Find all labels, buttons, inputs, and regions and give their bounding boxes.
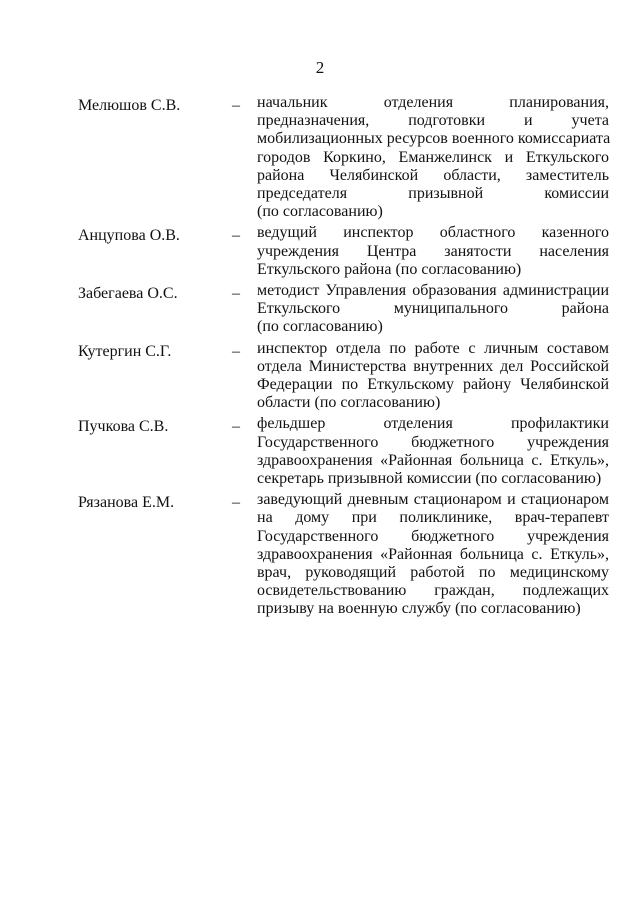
member-position-line: (по согласованию) <box>257 318 383 336</box>
member-position-line: секретарь призывной комиссии (по согласованию) <box>257 470 602 488</box>
member-position-line: Еткульского района (по согласованию) <box>257 260 522 278</box>
member-position <box>257 415 609 488</box>
member-position-line: Федерации по Еткульскому району Челябинской <box>257 376 609 394</box>
member-entry <box>0 415 640 488</box>
member-position <box>257 224 609 279</box>
member-name: Мелюшов С.В. <box>78 97 181 114</box>
member-entry <box>0 282 640 337</box>
member-position-line: учреждения Центра занятости населения <box>257 242 609 260</box>
commission-members-list <box>0 94 640 619</box>
member-dash: – <box>232 285 240 303</box>
member-position-line: здравоохранения «Районная больница с. Еткуль», <box>257 545 609 563</box>
member-name: Анцупова О.В. <box>78 227 180 245</box>
member-entry <box>0 224 640 279</box>
member-position-line: начальник отделения планирования, <box>257 94 609 111</box>
member-position-line: предназначения, подготовки и учета <box>257 112 609 130</box>
member-entry <box>0 94 640 221</box>
member-position-line: Государственного бюджетного учреждения <box>257 527 609 545</box>
member-name: Забегаева О.С. <box>78 285 178 303</box>
member-position-line: (по согласованию) <box>257 203 383 221</box>
member-name: Кутергин С.Г. <box>78 342 172 360</box>
member-position <box>257 491 609 618</box>
member-position-line: инспектор отдела по работе с личным составом <box>257 339 609 357</box>
member-position-line: фельдшер отделения профилактики <box>257 415 609 433</box>
member-dash: – <box>232 418 240 436</box>
member-position-line: области (по согласованию) <box>257 394 441 412</box>
member-entry <box>0 491 640 618</box>
page-number: 2 <box>315 58 325 77</box>
member-position-line: Еткульского муниципального района <box>257 300 609 318</box>
member-position-line: призыву на военную службу (по согласованию) <box>257 600 581 618</box>
member-position-line: Государственного бюджетного учреждения <box>257 433 609 451</box>
member-name: Пучкова С.В. <box>78 418 169 436</box>
member-position-line: председателя призывной комиссии <box>257 185 609 203</box>
member-position-line: ведущий инспектор областного казенного <box>257 224 609 242</box>
member-position-line: методист Управления образования администрации <box>257 282 609 300</box>
member-position <box>257 282 609 337</box>
member-position-line: мобилизационных ресурсов военного комиссариата <box>257 130 611 148</box>
member-position <box>257 94 609 221</box>
member-name: Рязанова Е.М. <box>78 494 175 512</box>
member-position-line: здравоохранения «Районная больница с. Еткуль», <box>257 451 609 469</box>
member-position-line: отдела Министерства внутренних дел Российской <box>257 357 609 375</box>
member-position-line: района Челябинской области, заместитель <box>257 166 609 184</box>
member-dash: – <box>232 97 240 114</box>
member-position <box>257 340 609 413</box>
member-dash: – <box>232 494 240 512</box>
member-position-line: на дому при поликлинике, врач-терапевт <box>257 509 609 527</box>
member-dash: – <box>232 227 240 245</box>
member-dash: – <box>232 342 240 360</box>
member-position-line: городов Коркино, Еманжелинск и Еткульского <box>257 148 609 166</box>
member-position-line: врач, руководящий работой по медицинскому <box>257 564 609 582</box>
member-position-line: заведующий дневным стационаром и стационаром <box>257 491 609 509</box>
member-entry <box>0 340 640 413</box>
member-position-line: освидетельствованию граждан, подлежащих <box>257 582 609 600</box>
